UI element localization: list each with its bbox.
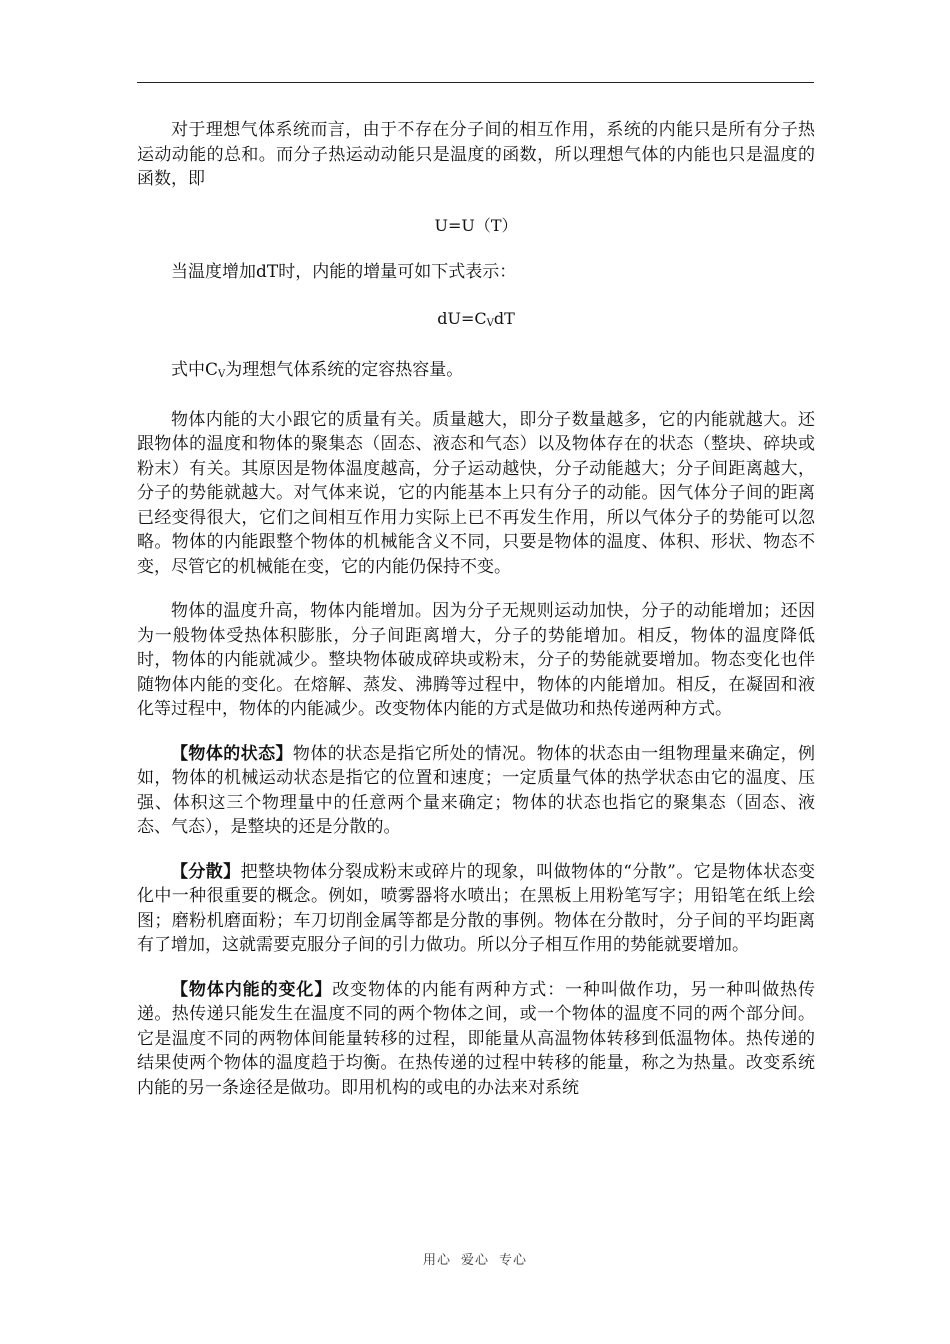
formula-energy-increment — [137, 307, 815, 337]
paragraph-heat-capacity — [137, 358, 815, 388]
p3-pre: 式中C — [171, 360, 219, 380]
footer-word-1: 用心 — [422, 1253, 451, 1268]
document-body — [137, 118, 815, 1120]
p3-post: 为理想气体系统的定容热容量。 — [225, 360, 464, 380]
footer-word-2: 爱心 — [460, 1253, 489, 1268]
paragraph-internal-energy-factors: 物体内能的大小跟它的质量有关。质量越大，即分子数量越多，它的内能就越大。还跟物体的温度和物体的聚集态（固态、液态和气态）以及物体存在的状态（整块、碎块或粉末）有关。其原因是物体温度越高，分子运动越快，分子动能越大；分子间距离越大，分子的势能就越大。对气体来说，它的内能基本上只有分子的动能。因气体分子间的距离已经变得很大，它们之间相互作用力实际上已不再发生作用，所以气体分子的势能可以忽略。物体的内能跟整个物体的机械能含义不同，只要是物体的温度、体积、形状、物态不变，尽管它的机械能在变，它的内能仍保持不变。 — [137, 409, 815, 577]
paragraph-temperature-effect: 物体的温度升高，物体内能增加。因为分子无规则运动加快，分子的动能增加；还因为一般物体受热体积膨胀，分子间距离增大，分子的势能增加。相反，物体的温度降低时，物体的内能就减少。整块物体破成碎块或粉末，分子的势能就要增加。物态变化也伴随物体内能的变化。在熔解、蒸发、沸腾等过程中，物体的内能增加。相反，在凝固和液化等过程中，物体的内能减少。改变物体内能的方式是做功和热传递两种方式。 — [137, 601, 815, 719]
footer-word-3: 专心 — [499, 1253, 528, 1268]
formula2-post: dT — [493, 308, 515, 328]
paragraph-temperature-increase: 当温度增加dT时，内能的增量可如下式表示： — [171, 262, 517, 282]
dispersion-body: 把整块物体分裂成粉末或碎片的现象，叫做物体的“分散”。它是物体状态变化中一种很重要的概念。例如，喷雾器将水喷出；在黑板上用粉笔写字；用铅笔在纸上绘图；磨粉机磨面粉；车刀切削金属等都是分散的事例。物体在分散时，分子间的平均距离有了增加，这就需要克服分子间的引力做功。所以分子相互作用的势能就要增加。 — [137, 861, 816, 955]
term-dispersion: 【分散】 — [171, 861, 241, 882]
page-footer — [0, 1249, 950, 1268]
p3-subscript: V — [218, 369, 226, 380]
paragraph-energy-change — [137, 978, 815, 1101]
formula2-pre: dU=C — [437, 308, 487, 328]
formula2-subscript: V — [486, 317, 494, 329]
term-energy-change: 【物体内能的变化】 — [171, 979, 333, 1000]
paragraph-dispersion — [137, 860, 815, 958]
object-state-body: 物体的状态是指它所处的情况。物体的状态由一组物理量来确定，例如，物体的机械运动状态是指它的位置和速度；一定质量气体的热学状态由它的温度、压强、体积这三个物理量中的任意两个量来确定；物体的状态也指它的聚集态（固态、液态、气态），是整块的还是分散的。 — [137, 743, 816, 837]
term-object-state: 【物体的状态】 — [171, 743, 293, 764]
formula-internal-energy: U=U（T） — [434, 215, 518, 235]
paragraph-object-state — [137, 742, 815, 840]
header-rule — [137, 82, 814, 83]
paragraph-ideal-gas: 对于理想气体系统而言，由于不存在分子间的相互作用，系统的内能只是所有分子热运动动能的总和。而分子热运动动能只是温度的函数，所以理想气体的内能也只是温度的函数，即 — [137, 120, 815, 189]
energy-change-body: 改变物体的内能有两种方式：一种叫做作功，另一种叫做热传递。热传递只能发生在温度不同的两个物体之间，或一个物体的温度不同的两个部分间。它是温度不同的两物体间能量转移的过程，即能量从高温物体转移到低温物体。热传递的结果使两个物体的温度趋于均衡。在热传递的过程中转移的能量，称之为热量。改变系统内能的另一条途径是做功。即用机构的或电的办法来对系统 — [137, 979, 816, 1098]
